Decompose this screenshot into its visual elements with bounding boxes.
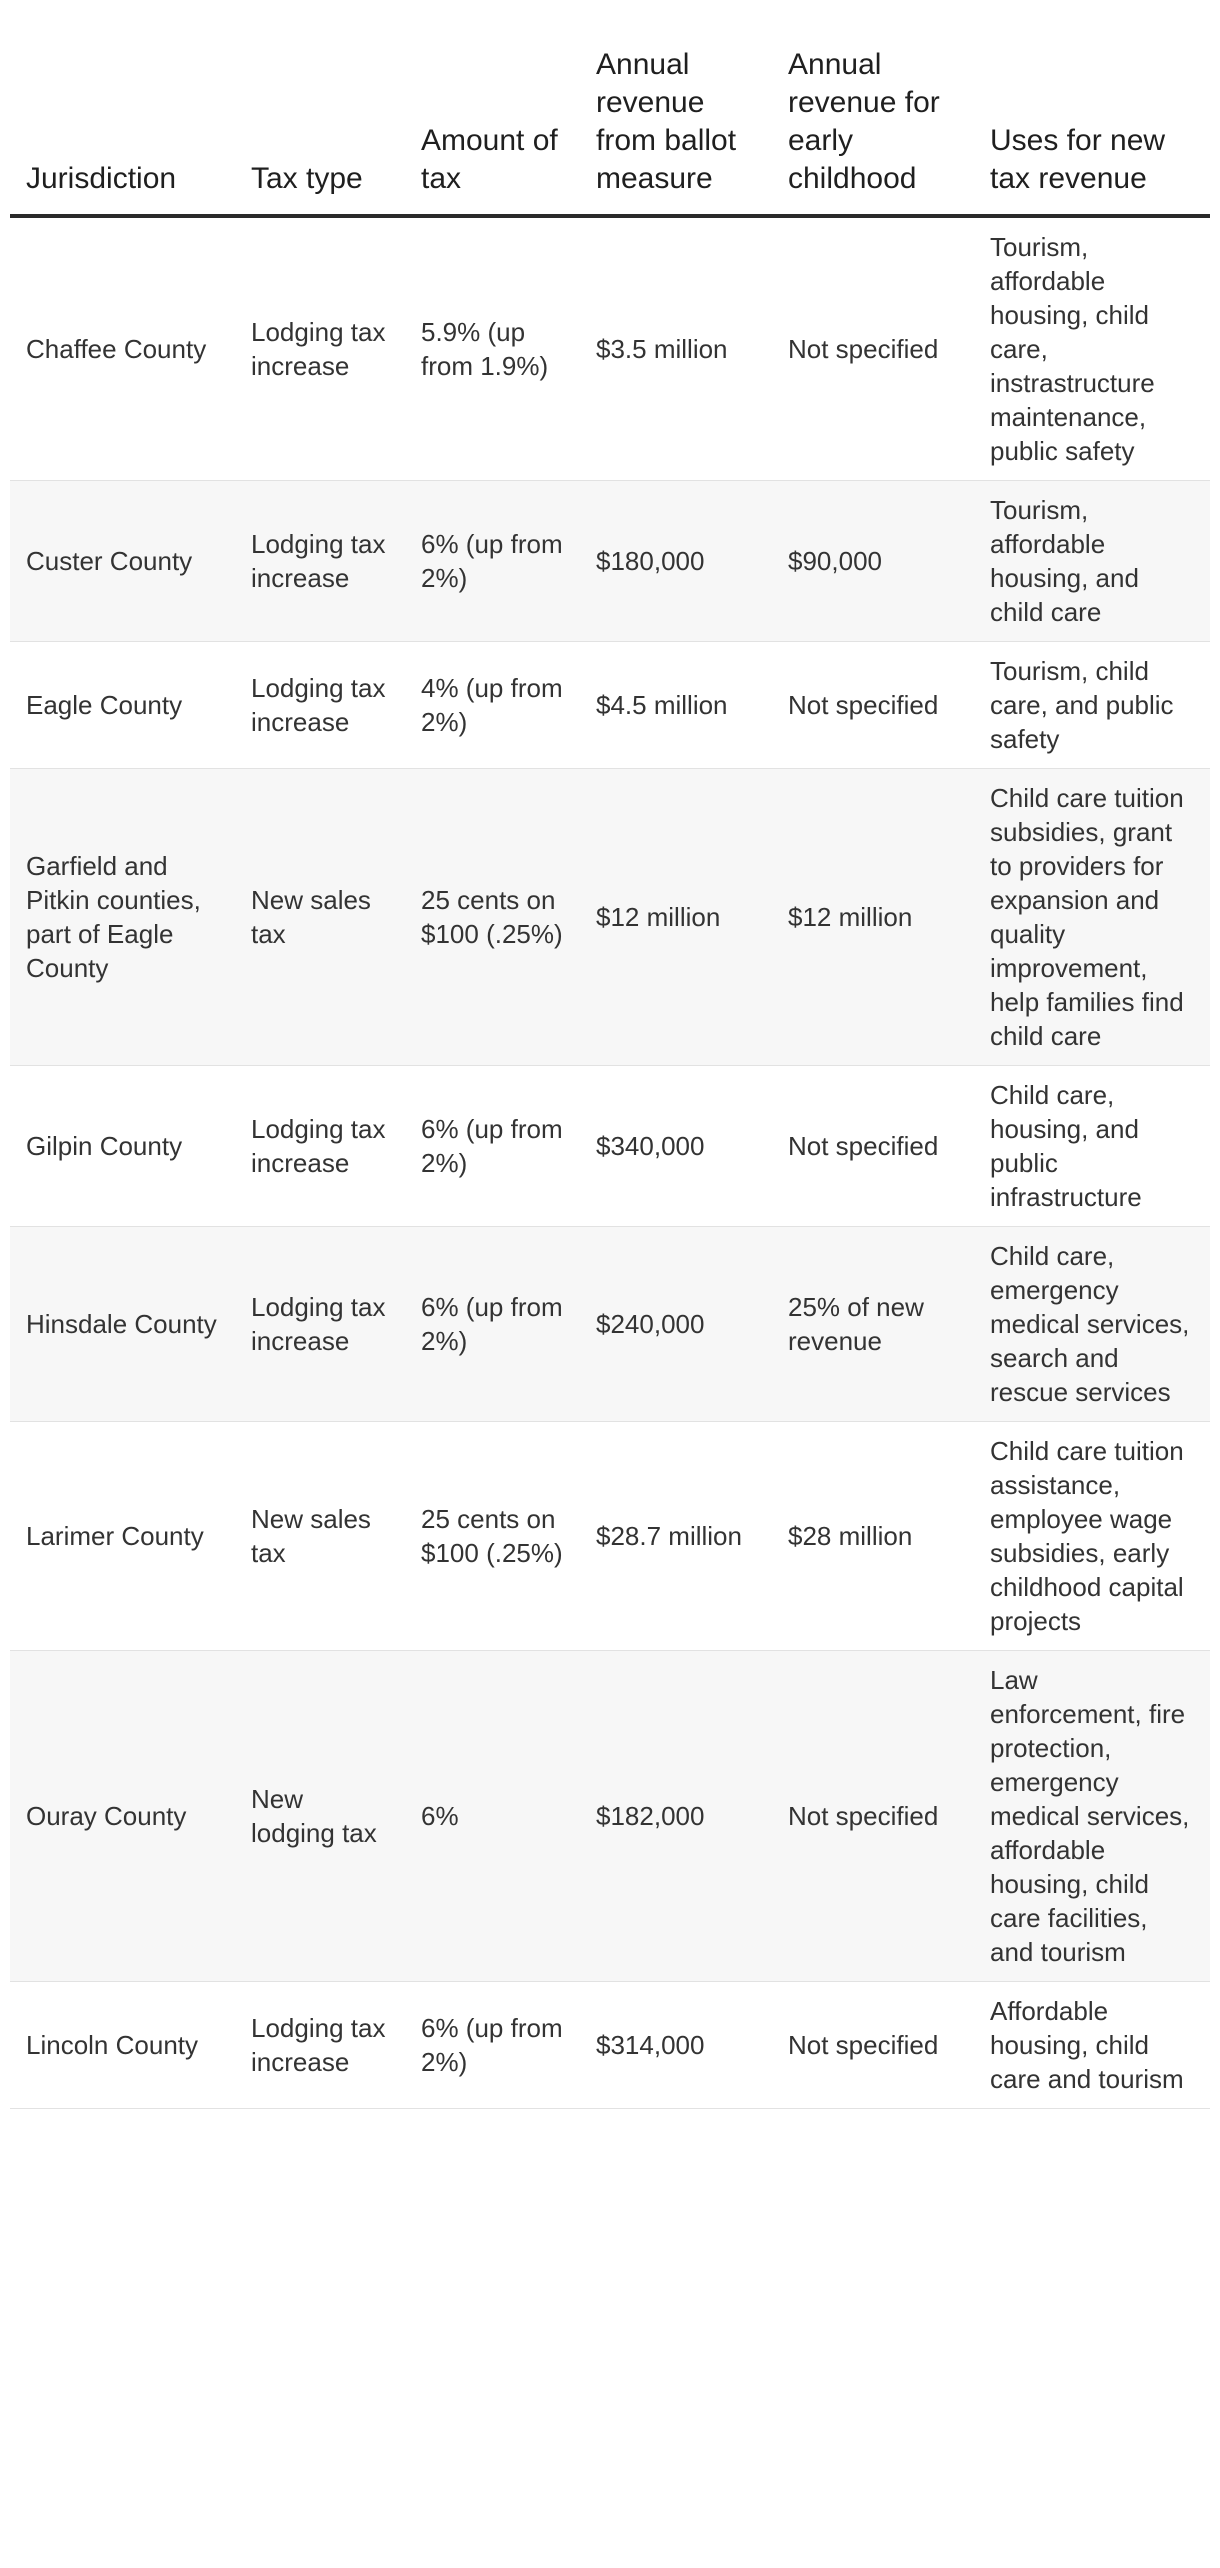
tax-type-cell: Lodging tax increase (235, 481, 405, 642)
tax-type-cell: Lodging tax increase (235, 1227, 405, 1422)
amount-of-tax-cell: 25 cents on $100 (.25%) (405, 1422, 580, 1651)
jurisdiction-cell: Eagle County (10, 642, 235, 769)
jurisdiction-cell: Larimer County (10, 1422, 235, 1651)
revenue-ballot-cell: $3.5 million (580, 216, 772, 481)
ballot-measures-table (10, 38, 1210, 2109)
revenue-ballot-cell: $182,000 (580, 1651, 772, 1982)
uses-cell: Tourism, affordable housing, child care, instrastructure maintenance, public safety (974, 216, 1210, 481)
header-uses: Uses for new tax revenue (974, 38, 1210, 216)
revenue-early-childhood-cell: Not specified (772, 216, 974, 481)
tax-type-cell: New sales tax (235, 769, 405, 1066)
uses-cell: Child care tuition assistance, employee wage subsidies, early childhood capital projects (974, 1422, 1210, 1651)
table-row (10, 642, 1210, 769)
uses-cell: Affordable housing, child care and tourism (974, 1982, 1210, 2109)
table-header (10, 38, 1210, 216)
jurisdiction-cell: Gilpin County (10, 1066, 235, 1227)
revenue-early-childhood-cell: Not specified (772, 1651, 974, 1982)
revenue-early-childhood-cell: $90,000 (772, 481, 974, 642)
tax-type-cell: New lodging tax (235, 1651, 405, 1982)
uses-cell: Law enforcement, fire protection, emergency medical services, affordable housing, child care facilities, and tourism (974, 1651, 1210, 1982)
revenue-early-childhood-cell: Not specified (772, 1066, 974, 1227)
tax-type-cell: New sales tax (235, 1422, 405, 1651)
amount-of-tax-cell: 6% (up from 2%) (405, 1982, 580, 2109)
uses-cell: Child care, emergency medical services, search and rescue services (974, 1227, 1210, 1422)
amount-of-tax-cell: 5.9% (up from 1.9%) (405, 216, 580, 481)
revenue-ballot-cell: $340,000 (580, 1066, 772, 1227)
tax-type-cell: Lodging tax increase (235, 216, 405, 481)
table-row (10, 216, 1210, 481)
jurisdiction-cell: Custer County (10, 481, 235, 642)
header-annual-revenue-ballot: Annual revenue from ballot measure (580, 38, 772, 216)
header-row (10, 38, 1210, 216)
revenue-ballot-cell: $4.5 million (580, 642, 772, 769)
revenue-early-childhood-cell: 25% of new revenue (772, 1227, 974, 1422)
uses-cell: Tourism, affordable housing, and child care (974, 481, 1210, 642)
amount-of-tax-cell: 6% (405, 1651, 580, 1982)
jurisdiction-cell: Hinsdale County (10, 1227, 235, 1422)
tax-type-cell: Lodging tax increase (235, 1066, 405, 1227)
header-tax-type: Tax type (235, 38, 405, 216)
revenue-ballot-cell: $240,000 (580, 1227, 772, 1422)
uses-cell: Child care tuition subsidies, grant to providers for expansion and quality improvement, help families find child care (974, 769, 1210, 1066)
amount-of-tax-cell: 4% (up from 2%) (405, 642, 580, 769)
jurisdiction-cell: Ouray County (10, 1651, 235, 1982)
revenue-early-childhood-cell: $28 million (772, 1422, 974, 1651)
amount-of-tax-cell: 6% (up from 2%) (405, 1227, 580, 1422)
table-row (10, 1227, 1210, 1422)
uses-cell: Child care, housing, and public infrastructure (974, 1066, 1210, 1227)
amount-of-tax-cell: 6% (up from 2%) (405, 481, 580, 642)
table-row (10, 1651, 1210, 1982)
header-amount-of-tax: Amount of tax (405, 38, 580, 216)
revenue-early-childhood-cell: Not specified (772, 642, 974, 769)
revenue-ballot-cell: $28.7 million (580, 1422, 772, 1651)
table-body (10, 216, 1210, 2109)
revenue-ballot-cell: $12 million (580, 769, 772, 1066)
table-row (10, 1066, 1210, 1227)
revenue-ballot-cell: $180,000 (580, 481, 772, 642)
header-annual-revenue-early-childhood: Annual revenue for early childhood (772, 38, 974, 216)
amount-of-tax-cell: 6% (up from 2%) (405, 1066, 580, 1227)
table-row (10, 481, 1210, 642)
jurisdiction-cell: Chaffee County (10, 216, 235, 481)
table-row (10, 1982, 1210, 2109)
table-row (10, 1422, 1210, 1651)
header-jurisdiction: Jurisdiction (10, 38, 235, 216)
revenue-early-childhood-cell: Not specified (772, 1982, 974, 2109)
amount-of-tax-cell: 25 cents on $100 (.25%) (405, 769, 580, 1066)
table-row (10, 769, 1210, 1066)
revenue-ballot-cell: $314,000 (580, 1982, 772, 2109)
jurisdiction-cell: Lincoln County (10, 1982, 235, 2109)
jurisdiction-cell: Garfield and Pitkin counties, part of Eagle County (10, 769, 235, 1066)
uses-cell: Tourism, child care, and public safety (974, 642, 1210, 769)
tax-type-cell: Lodging tax increase (235, 1982, 405, 2109)
tax-type-cell: Lodging tax increase (235, 642, 405, 769)
revenue-early-childhood-cell: $12 million (772, 769, 974, 1066)
